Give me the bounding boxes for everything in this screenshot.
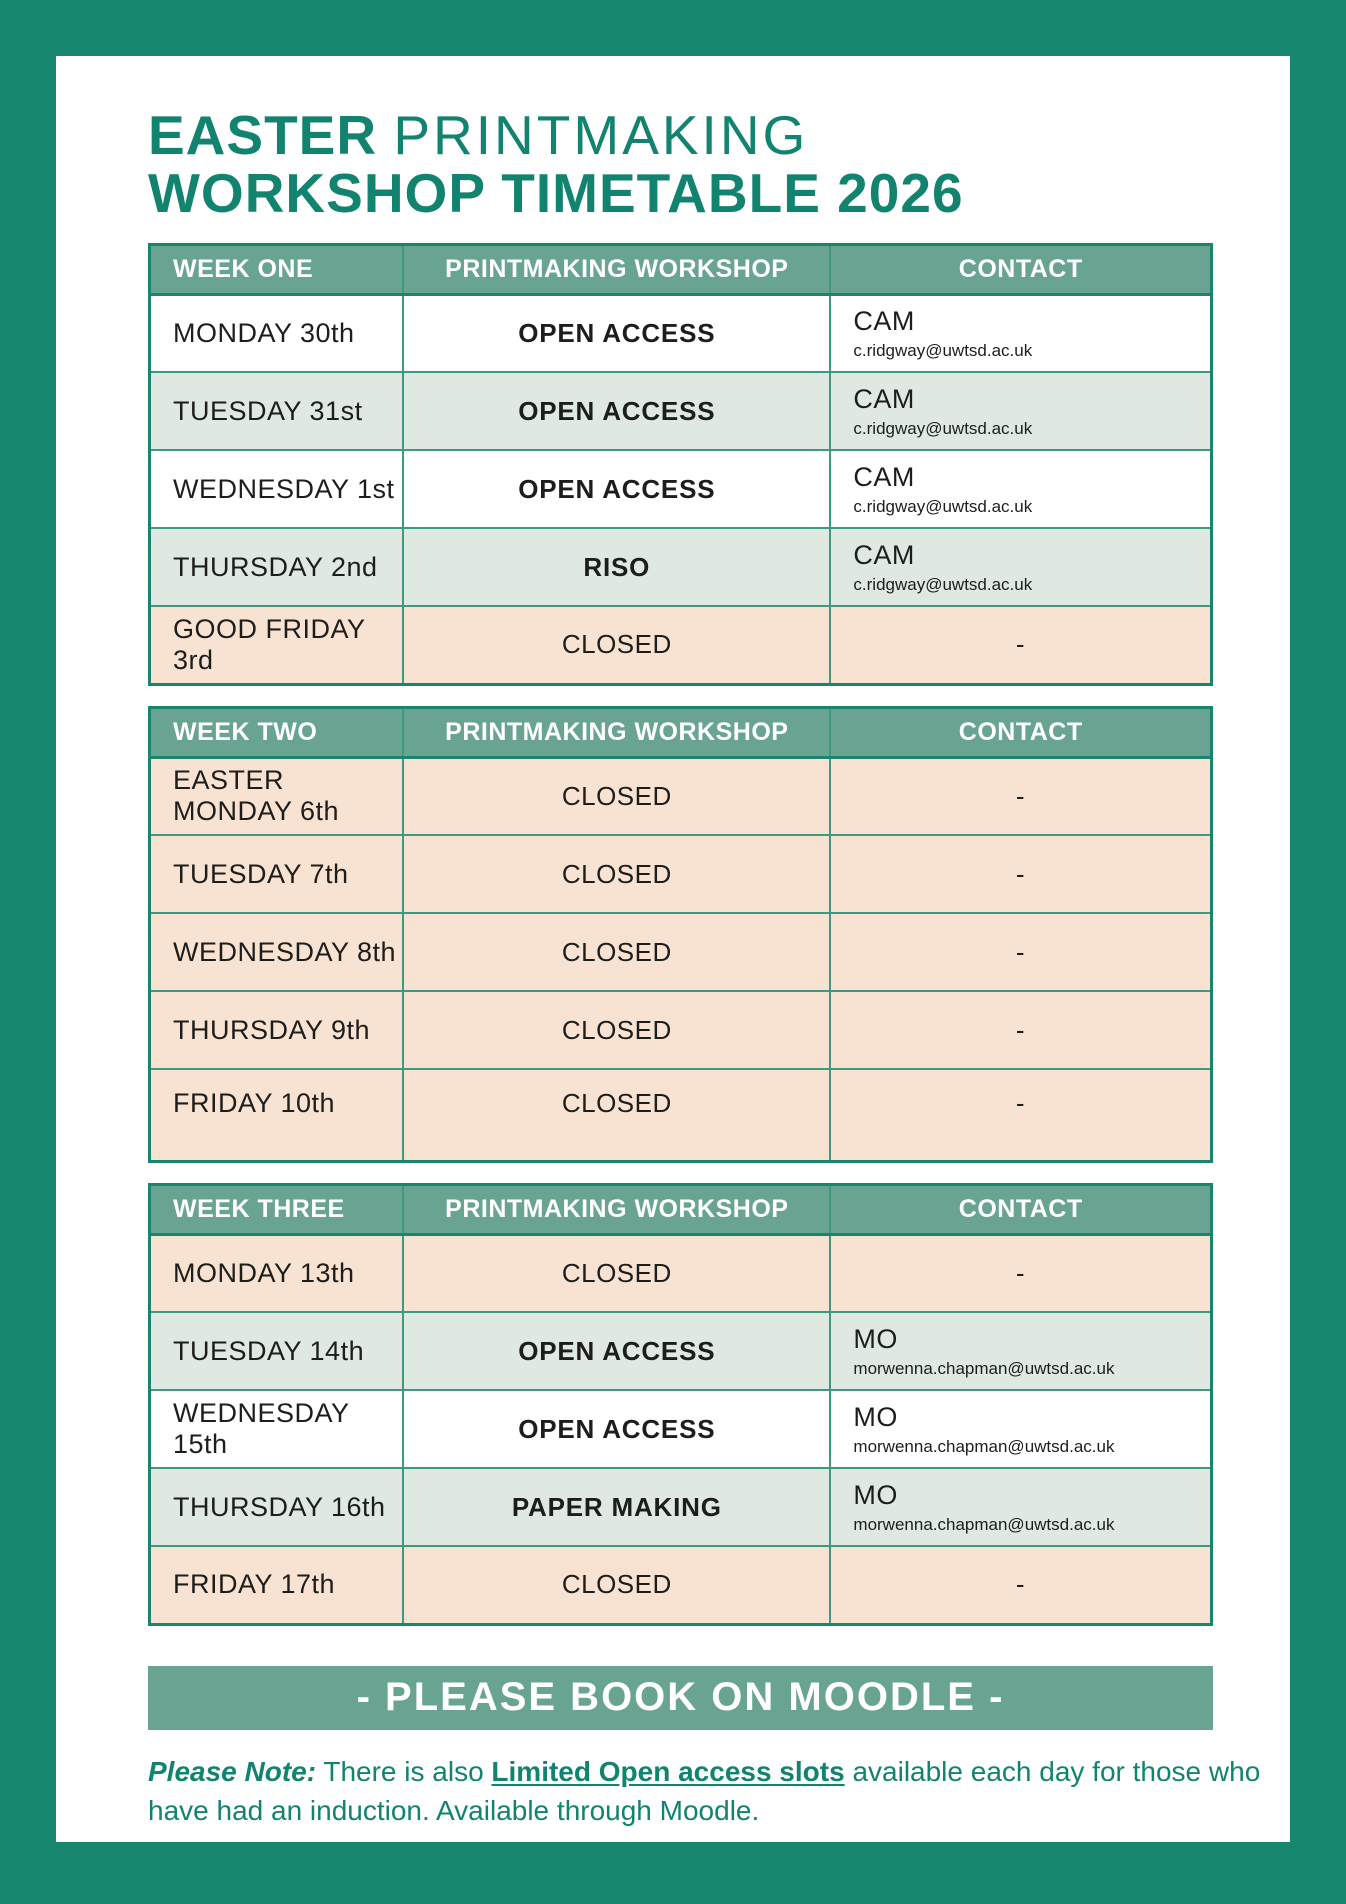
table-row [150, 991, 1212, 1069]
workshop-cell: OPEN ACCESS [403, 294, 830, 372]
day-cell: THURSDAY 16th [150, 1468, 404, 1546]
poster-page [56, 56, 1290, 1842]
table-row [150, 1468, 1212, 1546]
day-cell: TUESDAY 31st [150, 372, 404, 450]
table-row [150, 1312, 1212, 1390]
table-header-row [150, 244, 1212, 294]
contact-cell [830, 1312, 1211, 1390]
moodle-banner [148, 1666, 1213, 1730]
workshop-cell: CLOSED [403, 757, 830, 835]
contact-name: CAM [853, 461, 915, 492]
contact-cell [830, 1468, 1211, 1546]
day-cell: FRIDAY 10th [150, 1069, 404, 1161]
footnote-text-after-link: available each day for those who have had an induction. Available through Moodle. [148, 1755, 1261, 1826]
week-header-cell: WEEK ONE [150, 244, 404, 294]
timetable-tables [148, 243, 1290, 1626]
table-row [150, 757, 1212, 835]
workshop-cell: CLOSED [403, 1069, 830, 1161]
workshop-cell: CLOSED [403, 913, 830, 991]
day-cell: MONDAY 30th [150, 294, 404, 372]
contact-name: CAM [853, 305, 915, 336]
contact-header-cell: CONTACT [830, 244, 1211, 294]
contact-cell: - [830, 1069, 1211, 1161]
workshop-header-cell: PRINTMAKING WORKSHOP [403, 707, 830, 757]
contact-cell: - [830, 835, 1211, 913]
footnote-prefix: Please Note: [148, 1755, 317, 1787]
workshop-cell: OPEN ACCESS [403, 1312, 830, 1390]
contact-cell [830, 450, 1211, 528]
poster-content [56, 56, 1290, 1830]
week-table [148, 706, 1213, 1163]
table-row [150, 913, 1212, 991]
title-word-easter: EASTER [148, 104, 378, 166]
title-line-2: WORKSHOP TIMETABLE 2026 [148, 162, 964, 225]
title-line-1 [148, 106, 1290, 164]
day-cell: TUESDAY 7th [150, 835, 404, 913]
day-cell: TUESDAY 14th [150, 1312, 404, 1390]
table-row [150, 1069, 1212, 1161]
workshop-cell: PAPER MAKING [403, 1468, 830, 1546]
day-cell: THURSDAY 2nd [150, 528, 404, 606]
table-row [150, 450, 1212, 528]
contact-name: MO [853, 1479, 898, 1510]
day-cell: WEDNESDAY 15th [150, 1390, 404, 1468]
table-row [150, 606, 1212, 684]
workshop-cell: CLOSED [403, 606, 830, 684]
week-header-cell: WEEK TWO [150, 707, 404, 757]
table-row [150, 528, 1212, 606]
contact-cell [830, 1390, 1211, 1468]
day-cell: MONDAY 13th [150, 1234, 404, 1312]
table-row [150, 1546, 1212, 1624]
week-table [148, 1183, 1213, 1626]
contact-name: MO [853, 1401, 898, 1432]
workshop-header-cell: PRINTMAKING WORKSHOP [403, 1184, 830, 1234]
footnote-open-access-link[interactable]: Limited Open access slots [491, 1755, 845, 1787]
table-header-row [150, 1184, 1212, 1234]
footnote [148, 1752, 1268, 1830]
contact-email: c.ridgway@uwtsd.ac.uk [853, 496, 1033, 516]
contact-cell [830, 372, 1211, 450]
contact-name: MO [853, 1323, 898, 1354]
workshop-cell: OPEN ACCESS [403, 1390, 830, 1468]
contact-header-cell: CONTACT [830, 707, 1211, 757]
contact-name: CAM [853, 539, 915, 570]
contact-email: morwenna.chapman@uwtsd.ac.uk [853, 1358, 1115, 1378]
contact-cell: - [830, 1546, 1211, 1624]
workshop-cell: CLOSED [403, 1234, 830, 1312]
poster-title [148, 106, 1290, 223]
day-cell: GOOD FRIDAY 3rd [150, 606, 404, 684]
contact-email: c.ridgway@uwtsd.ac.uk [853, 574, 1033, 594]
contact-cell: - [830, 606, 1211, 684]
contact-header-cell: CONTACT [830, 1184, 1211, 1234]
workshop-cell: CLOSED [403, 1546, 830, 1624]
day-cell: THURSDAY 9th [150, 991, 404, 1069]
day-cell: WEDNESDAY 8th [150, 913, 404, 991]
title-word-printmaking: PRINTMAKING [393, 104, 809, 166]
contact-email: morwenna.chapman@uwtsd.ac.uk [853, 1436, 1115, 1456]
contact-cell: - [830, 757, 1211, 835]
contact-cell: - [830, 1234, 1211, 1312]
moodle-banner-text: - PLEASE BOOK ON MOODLE - [356, 1675, 1005, 1720]
workshop-cell: RISO [403, 528, 830, 606]
workshop-cell: OPEN ACCESS [403, 450, 830, 528]
contact-cell: - [830, 913, 1211, 991]
table-row [150, 1234, 1212, 1312]
workshop-header-cell: PRINTMAKING WORKSHOP [403, 244, 830, 294]
table-header-row [150, 707, 1212, 757]
footnote-text-before-link: There is also [316, 1755, 492, 1787]
contact-name: CAM [853, 383, 915, 414]
contact-email: morwenna.chapman@uwtsd.ac.uk [853, 1514, 1115, 1534]
workshop-cell: OPEN ACCESS [403, 372, 830, 450]
contact-email: c.ridgway@uwtsd.ac.uk [853, 418, 1033, 438]
table-row [150, 294, 1212, 372]
table-row [150, 835, 1212, 913]
day-cell: FRIDAY 17th [150, 1546, 404, 1624]
contact-cell [830, 528, 1211, 606]
table-row [150, 372, 1212, 450]
week-header-cell: WEEK THREE [150, 1184, 404, 1234]
contact-cell [830, 294, 1211, 372]
contact-email: c.ridgway@uwtsd.ac.uk [853, 340, 1033, 360]
week-table [148, 243, 1213, 686]
workshop-cell: CLOSED [403, 991, 830, 1069]
workshop-cell: CLOSED [403, 835, 830, 913]
contact-cell: - [830, 991, 1211, 1069]
day-cell: EASTER MONDAY 6th [150, 757, 404, 835]
table-row [150, 1390, 1212, 1468]
day-cell: WEDNESDAY 1st [150, 450, 404, 528]
